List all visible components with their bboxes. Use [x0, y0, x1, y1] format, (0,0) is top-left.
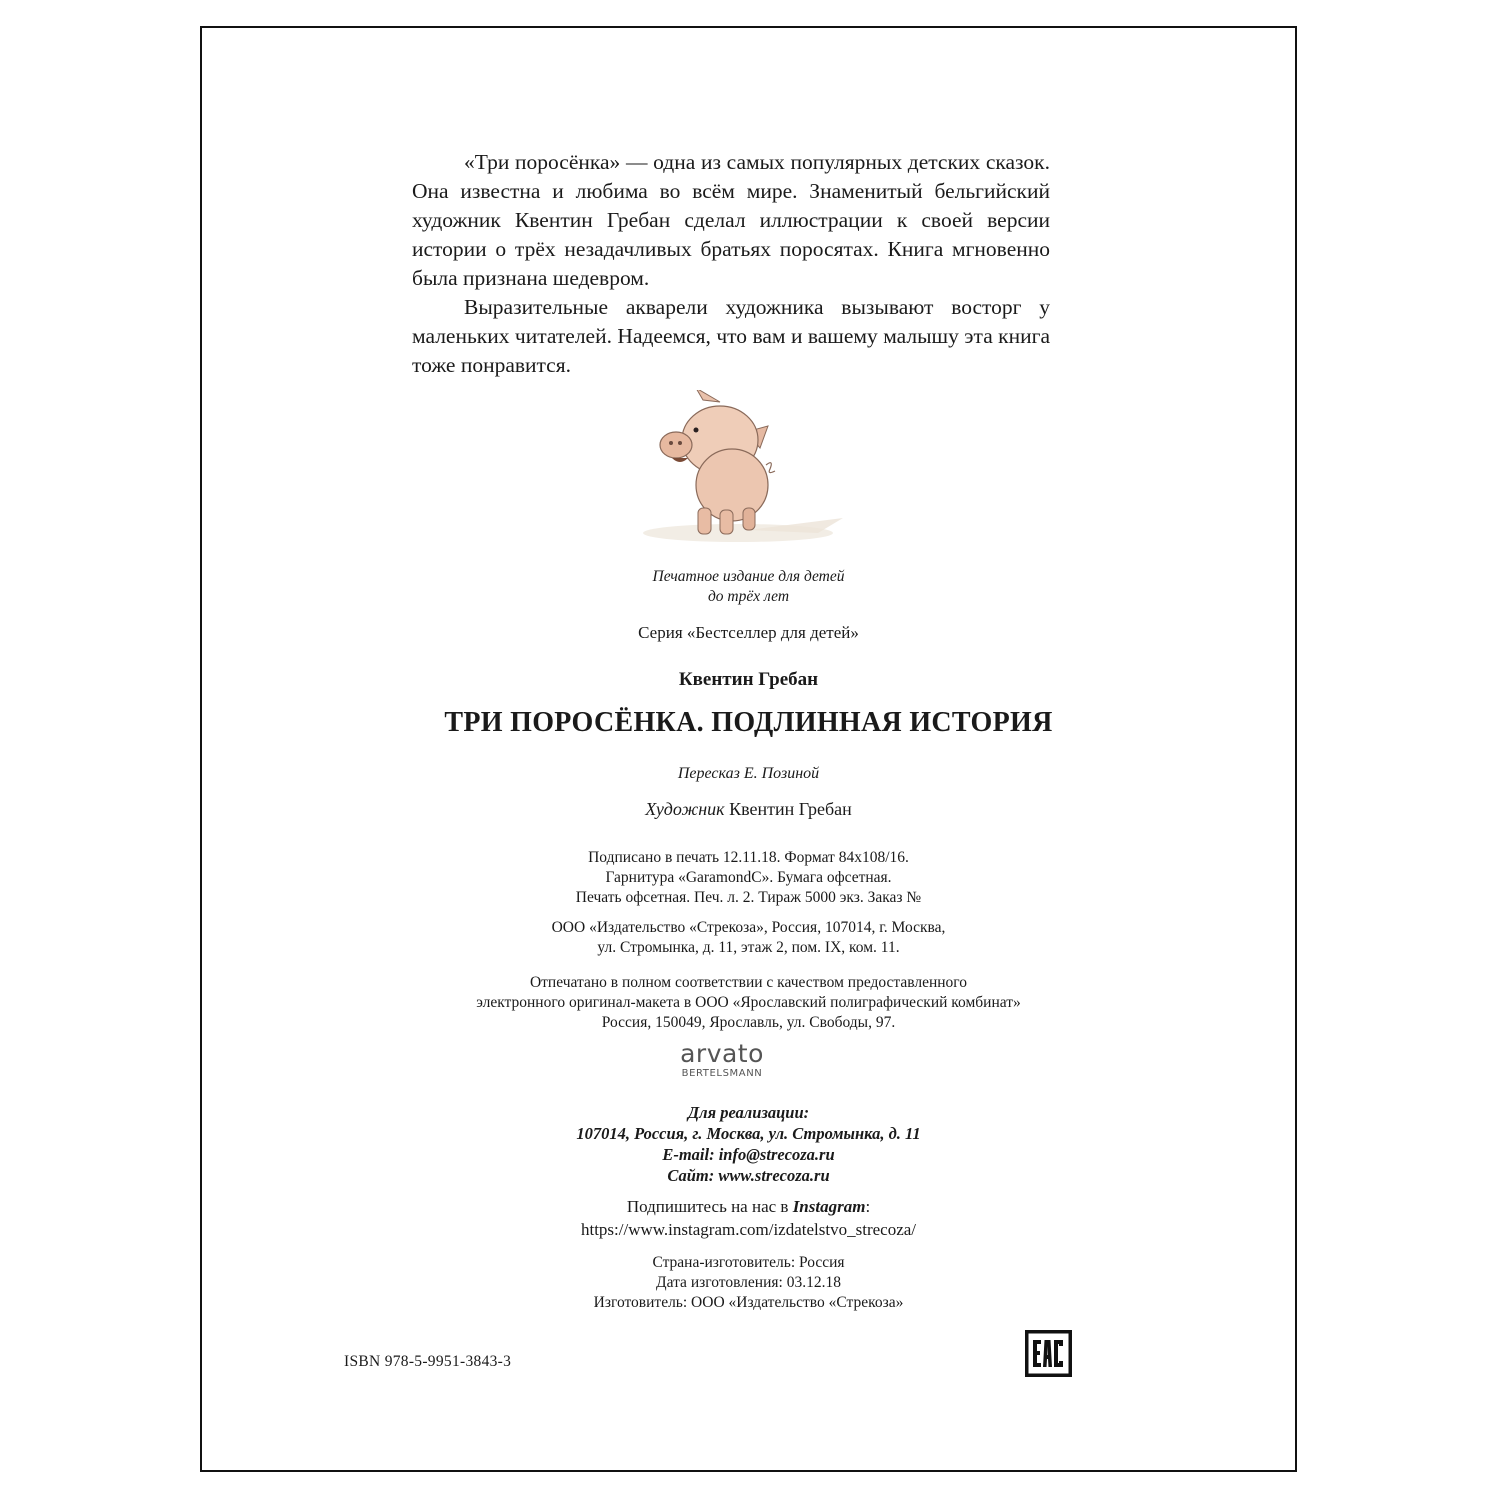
age-rating: [200, 567, 1297, 607]
sales-line-1: Для реализации:: [687, 1103, 810, 1122]
publisher-address: [200, 918, 1297, 958]
artist-label: Художник: [645, 799, 725, 819]
manufacturer-info: [200, 1253, 1297, 1313]
series-name: Серия «Бестселлер для детей»: [638, 623, 859, 642]
printer-line-2: электронного оригинал-макета в ООО «Ярославский полиграфический комбинат»: [476, 994, 1021, 1011]
artist-credit: [200, 799, 1297, 820]
social-suffix: :: [865, 1197, 871, 1216]
printer-line-1: Отпечатано в полном соответствии с качеством предоставленного: [529, 974, 968, 991]
intro-paragraph-2: Выразительные акварели художника вызывают восторг у маленьких читателей. Надеемся, что вам и вашему малышу эта книга тоже понравится.: [412, 295, 1050, 377]
pig-illustration: [628, 390, 868, 550]
social-prefix: Подпишитесь на нас в: [626, 1197, 793, 1216]
social-line: [200, 1195, 1297, 1218]
print-info-line-2: Гарнитура «GaramondC». Бумага офсетная.: [605, 869, 892, 886]
arvato-logo-sub: BERTELSMANN: [681, 1068, 763, 1079]
publisher-line-1: ООО «Издательство «Стрекоза», Россия, 107014, г. Москва,: [551, 919, 946, 936]
intro-text: [412, 148, 1050, 380]
sales-line-2: 107014, Россия, г. Москва, ул. Стромынка, д. 11: [576, 1124, 921, 1143]
isbn: ISBN 978-5-9951-3843-3: [344, 1353, 512, 1370]
age-rating-line-1: Печатное издание для детей: [652, 568, 845, 585]
social-block: [200, 1195, 1297, 1241]
manufacturer-line-1: Страна-изготовитель: Россия: [652, 1254, 845, 1271]
intro-paragraph-1: «Три поросёнка» — одна из самых популярных детских сказок. Она известна и любима во всём мире. Знаменитый бельгийский художник Квентин Гребан сделал иллюстрации к своей версии истории о трёх незадачливых братьях поросятах. Книга мгновенно была признана шедевром.: [412, 150, 1050, 290]
retelling-credit: Пересказ Е. Позиной: [677, 765, 820, 782]
arvato-logo-word: arvato: [680, 1039, 764, 1068]
print-info-line-3: Печать офсетная. Печ. л. 2. Тираж 5000 экз. Заказ №: [575, 889, 922, 906]
manufacturer-line-2: Дата изготовления: 03.12.18: [656, 1274, 841, 1291]
age-rating-line-2: до трёх лет: [707, 588, 790, 605]
author-name: Квентин Гребан: [678, 669, 819, 690]
print-info-line-1: Подписано в печать 12.11.18. Формат 84х108/16.: [588, 849, 909, 866]
eac-certification-icon: [1025, 1330, 1072, 1377]
sales-info: [200, 1102, 1297, 1186]
sales-line-4: Сайт: www.strecoza.ru: [667, 1166, 830, 1185]
instagram-link[interactable]: https://www.instagram.com/izdatelstvo_strecoza/: [580, 1220, 917, 1239]
arvato-logo: [672, 1040, 772, 1080]
manufacturer-line-3: Изготовитель: ООО «Издательство «Стрекоза»: [593, 1294, 904, 1311]
printer-info: [200, 973, 1297, 1033]
publisher-line-2: ул. Стромынка, д. 11, этаж 2, пом. IX, ком. 11.: [597, 939, 900, 956]
print-info: [200, 848, 1297, 908]
book-title: ТРИ ПОРОСЁНКА. ПОДЛИННАЯ ИСТОРИЯ: [444, 707, 1053, 738]
artist-name: Квентин Гребан: [724, 799, 852, 819]
sales-line-3: E-mail: info@strecoza.ru: [662, 1145, 835, 1164]
printer-line-3: Россия, 150049, Ярославль, ул. Свободы, 97.: [601, 1014, 896, 1031]
instagram-brand: Instagram: [792, 1197, 866, 1216]
